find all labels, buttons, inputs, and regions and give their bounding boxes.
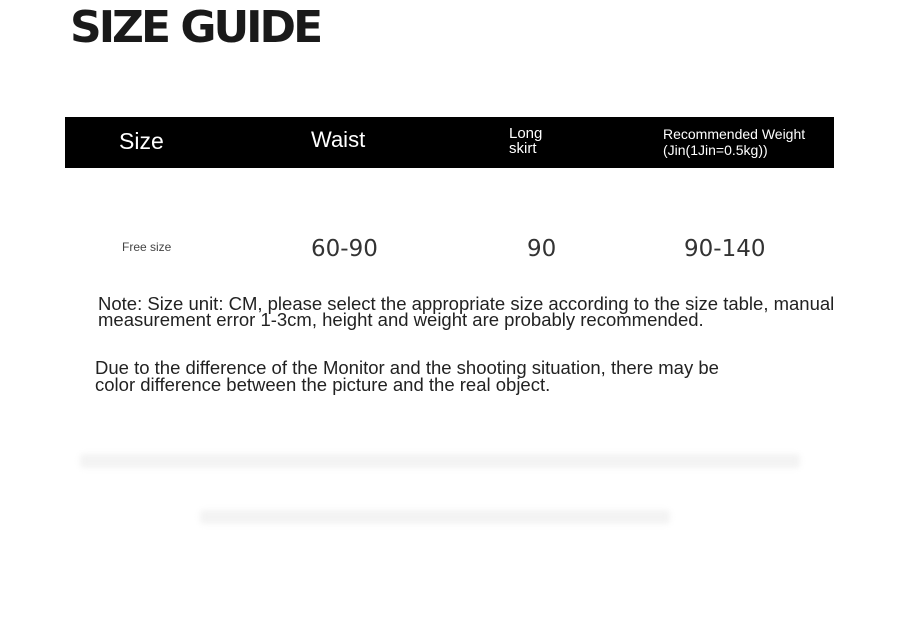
row-recommended-weight: 90-140	[684, 236, 766, 262]
header-size: Size	[119, 128, 164, 154]
size-note: Note: Size unit: CM, please select the appropriate size according to the size table, manual measurement error 1-3cm, height and weight are probably recommended.	[98, 293, 835, 330]
header-waist: Waist	[311, 127, 366, 152]
faded-text-line	[200, 510, 670, 524]
size-table-header	[65, 117, 834, 168]
page-title: SIZE GUIDE	[70, 2, 321, 53]
header-recommended-weight: Recommended Weight (Jin(1Jin=0.5kg))	[663, 126, 806, 158]
faded-text-line	[80, 454, 800, 468]
header-long-skirt: Long skirt	[509, 125, 543, 157]
row-waist: 60-90	[311, 236, 378, 262]
row-size: Free size	[122, 240, 172, 254]
row-long-skirt: 90	[527, 236, 557, 262]
color-disclaimer: Due to the difference of the Monitor and the shooting situation, there may be color difference between the picture and the real object.	[95, 357, 719, 395]
